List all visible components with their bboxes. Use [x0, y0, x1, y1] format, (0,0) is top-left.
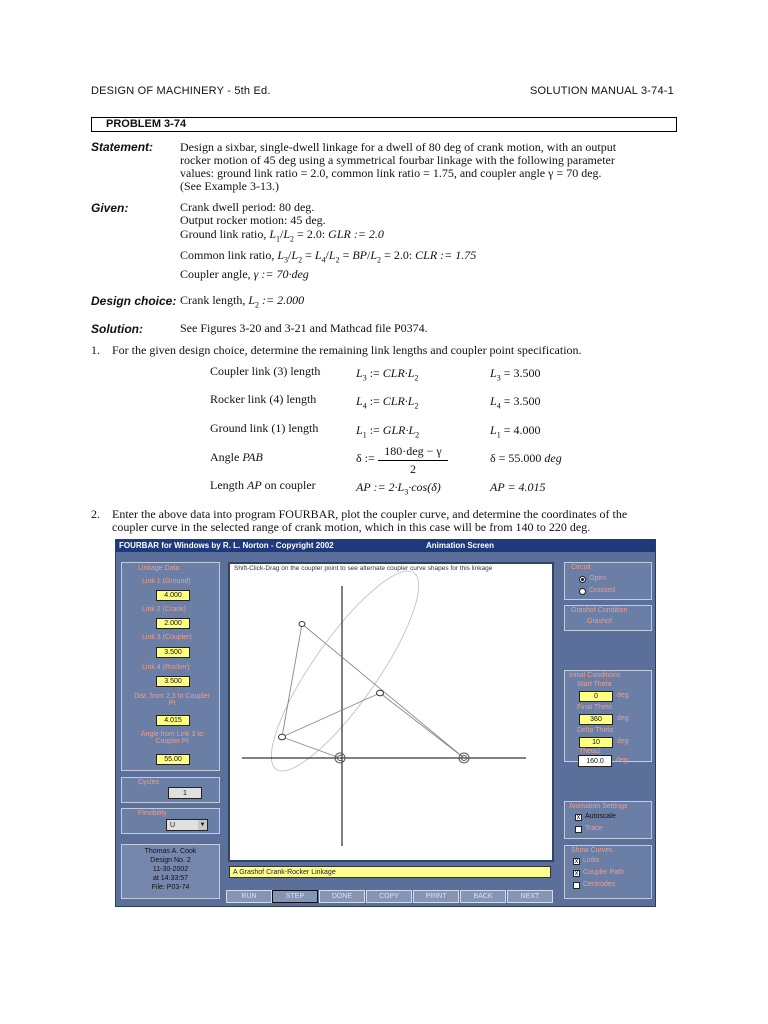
info-design-no: Design No. 2 [150, 857, 191, 864]
header-right: SOLUTION MANUAL 3-74-1 [530, 85, 674, 97]
final-theta-label: Final Theta [577, 704, 612, 711]
given-ground: Ground link ratio, $L_1/L_2 = 2.0$: GLR := 2.0 [180, 227, 384, 244]
copy-button[interactable]: COPY [366, 890, 412, 903]
link2-label: Link 2 (Crank) [142, 606, 186, 613]
rocker-length-def: $L_4$ := $CLR\cdot L_2$ [356, 394, 419, 411]
start-theta-input[interactable]: 0 [579, 691, 613, 702]
joint-b [377, 690, 384, 696]
ground-length-def: $L_1$ := $GLR\cdot L_2$ [356, 423, 420, 440]
link1-input[interactable]: 4.000 [156, 590, 190, 601]
angle-pab-label: Angle PAB [210, 450, 263, 464]
grashof-panel [564, 605, 652, 631]
ap-def: AP := $2\cdot L_3\cdot\cos(\delta)$ [356, 480, 441, 497]
statement-label: Statement: [91, 140, 154, 154]
coupler-link [282, 693, 380, 737]
circuit-crossed-radio[interactable] [579, 588, 586, 595]
circuit-open-label: Open [589, 575, 607, 582]
flexibility-value: U [170, 822, 176, 829]
circuit-open-radio[interactable] [579, 576, 586, 583]
window-title: FOURBAR for Windows by R. L. Norton - Copyright 2002 [119, 541, 334, 550]
step2-line-1: Enter the above data into program FOURBAR, plot the coupler curve, and determine the coordinates of the [112, 507, 628, 521]
ground-length-result: $L_1 = 4.000$ [490, 423, 541, 440]
start-theta-label: Start Theta [577, 681, 612, 688]
grashof-title: Grashof Condition [571, 607, 628, 614]
ap-label: Length AP on coupler [210, 478, 316, 492]
ap-result: AP = 4.015 [490, 480, 546, 494]
trace-label: Trace [585, 825, 603, 832]
centrodes-label: Centrodes [583, 881, 616, 888]
links-label: Links [583, 857, 600, 864]
step2-number: 2. [91, 507, 100, 521]
coupler-path-checkbox[interactable]: x [574, 870, 579, 877]
problem-title: PROBLEM 3-74 [91, 117, 677, 132]
joint-a [279, 734, 286, 740]
link1-label: Link 1 (Ground) [142, 578, 191, 585]
coupler-length-result: $L_3 = 3.500$ [490, 366, 541, 383]
design-choice-text: Crank length, $L_2$ := 2.000 [180, 293, 305, 310]
linkage-data-title: Linkage Data [138, 565, 180, 572]
step2-line-2: coupler curve in the selected range of crank motion, which in this case will be from 140 to 220 deg. [112, 520, 591, 534]
delta-theta-input[interactable]: 10 [579, 737, 613, 748]
delta-lhs: δ := [356, 451, 375, 465]
solution-label: Solution: [91, 322, 143, 336]
show-curves-title: Show Curves [571, 847, 613, 854]
step1-number: 1. [91, 343, 100, 357]
window-titlebar [116, 540, 655, 552]
statement-line-4: (See Example 3-13.) [180, 179, 279, 193]
given-dwell: Crank dwell period: 80 deg. [180, 200, 315, 214]
grashof-value: Grashof [587, 618, 612, 625]
theta2-label: Theta2 [579, 748, 601, 755]
rocker-length-result: $L_4 = 3.500$ [490, 394, 541, 411]
delta-result: δ = 55.000 deg [490, 451, 562, 465]
solution-text: See Figures 3-20 and 3-21 and Mathcad file P0374. [180, 321, 428, 335]
initial-conditions-panel [564, 670, 652, 762]
step1-text: For the given design choice, determine the remaining link lengths and coupler point specification. [112, 343, 582, 357]
final-theta-input[interactable]: 360 [579, 714, 613, 725]
fourbar-window [115, 539, 656, 907]
delta-numerator: 180·deg − γ [378, 444, 448, 461]
link2-input[interactable]: 2.000 [156, 618, 190, 629]
link4-input[interactable]: 3.500 [156, 676, 190, 687]
coupler-angle-input[interactable]: 55.00 [156, 754, 190, 765]
info-date: 11-30-2002 [152, 866, 189, 873]
coupler-length-label: Coupler link (3) length [210, 364, 321, 378]
print-button[interactable]: PRINT [413, 890, 459, 903]
delta-denominator: 2 [410, 462, 416, 476]
flexibility-label: Flexibility [138, 810, 167, 817]
statement-line-2: rocker motion of 45 deg using a symmetrical fourbar linkage with the following parameter [180, 153, 615, 167]
initial-conditions-title: Initial Conditions [569, 672, 621, 679]
run-button[interactable]: RUN [226, 890, 272, 903]
statement-line-3: values: ground link ratio = 2.0, common link ratio = 1.75, and coupler angle γ = 70 deg. [180, 166, 602, 180]
final-theta-unit: deg [617, 715, 629, 722]
coupler-point-p[interactable] [299, 622, 305, 627]
info-file: File: P03-74 [151, 884, 190, 891]
circuit-crossed-label: Crossed [589, 587, 616, 594]
next-button[interactable]: NEXT [507, 890, 553, 903]
info-designer: Thomas A. Cook [144, 848, 197, 855]
autoscale-checkbox[interactable]: x [576, 814, 581, 821]
animation-settings-panel [564, 801, 652, 839]
autoscale-label: Autoscale [585, 813, 616, 820]
flexibility-select[interactable] [166, 819, 208, 831]
linkage-plot [230, 564, 552, 860]
window-screen-name: Animation Screen [426, 541, 495, 550]
coupler-path-label: Coupler Path [583, 869, 624, 876]
animation-settings-title: Animation Settings [569, 803, 628, 810]
coupler-triangle-side-a [282, 624, 302, 737]
crank-link [282, 737, 340, 758]
link4-label: Link 4 (Rocker) [142, 664, 190, 671]
cycles-input[interactable]: 1 [168, 787, 202, 799]
rocker-length-label: Rocker link (4) length [210, 392, 317, 406]
given-label: Given: [91, 201, 129, 215]
given-rocker: Output rocker motion: 45 deg. [180, 213, 326, 227]
given-common: Common link ratio, $L_3/L_2 = L_4/L_2 = BP/L_2 = 2.0$: CLR := 1.75 [180, 248, 477, 265]
coupler-dist-label: Dist. from 2,3 to Coupler Pt [134, 693, 210, 707]
info-time: at 14:33:57 [152, 875, 189, 882]
link3-label: Link 3 (Coupler) [142, 634, 192, 641]
design-choice-label: Design choice: [91, 294, 177, 308]
cycles-label: Cycles [138, 779, 160, 786]
theta2-input[interactable]: 160.0 [578, 755, 612, 767]
start-theta-unit: deg [617, 692, 629, 699]
given-coupler: Coupler angle, γ := 70·deg [180, 267, 309, 281]
delta-fraction [378, 444, 448, 477]
links-checkbox[interactable]: x [574, 858, 579, 865]
delta-theta-label: Delta Theta [577, 727, 614, 734]
centrodes-checkbox[interactable] [573, 882, 580, 889]
ground-length-label: Ground link (1) length [210, 421, 319, 435]
canvas-hint: Shift-Click-Drag on the coupler point to see alternate coupler curve shapes for this linkage [234, 565, 493, 572]
done-button[interactable]: DONE [319, 890, 365, 903]
coupler-angle-label: Angle from Link 3 to Coupler Pt [140, 731, 204, 745]
step-button[interactable]: STEP [272, 890, 318, 903]
linkage-data-panel [121, 562, 220, 771]
delta-theta-unit: deg [617, 738, 629, 745]
status-bar: A Grashof Crank-Rocker Linkage [229, 866, 551, 878]
coupler-curve [250, 564, 440, 788]
header-left: DESIGN OF MACHINERY - 5th Ed. [91, 85, 271, 97]
chevron-down-icon: ▼ [199, 822, 206, 828]
statement-line-1: Design a sixbar, single-dwell linkage for a dwell of 80 deg of crank motion, with an output [180, 140, 617, 154]
rocker-link [380, 693, 464, 758]
back-button[interactable]: BACK [460, 890, 506, 903]
cycles-panel [121, 777, 220, 803]
flexibility-panel [121, 808, 220, 834]
coupler-dist-input[interactable]: 4.015 [156, 715, 190, 726]
animation-canvas[interactable] [228, 562, 554, 862]
info-panel [121, 844, 220, 899]
circuit-panel [564, 562, 652, 600]
trace-checkbox[interactable] [575, 826, 582, 833]
theta2-unit: deg [616, 757, 628, 764]
link3-input[interactable]: 3.500 [156, 647, 190, 658]
circuit-title: Circuit [571, 564, 591, 571]
coupler-length-def: $L_3$ := $CLR\cdot L_2$ [356, 366, 419, 383]
show-curves-panel [564, 845, 652, 899]
